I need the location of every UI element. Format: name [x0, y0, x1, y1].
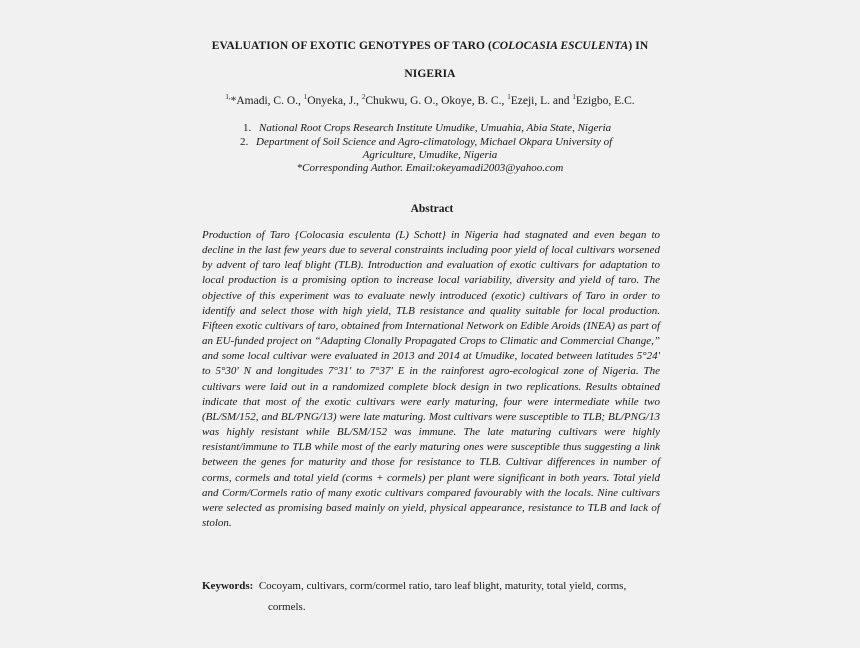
- title-suffix: ) IN: [628, 40, 649, 52]
- author-sup: 2: [361, 93, 366, 101]
- author-name: Ezigbo, E.C.: [575, 94, 635, 107]
- author-list: [0, 93, 860, 107]
- abstract-body: Production of Taro {Colocasia esculenta (L) Schott} in Nigeria had stagnated and even began to decline in the last few years due to several constraints including poor yield of local cultivars worsened by advent of taro leaf blight (TLB). Introduction and evaluation of exotic cultivars for adaptation to local production is a promising option to increase local variability, diversity and yield of taro. The objective of this experiment was to evaluate newly introduced (exotic) cultivars of Taro in order to identify and select those with high yield, TLB resistance and quality suitable for local production. Fifteen exotic cultivars of taro, obtained from International Network on Edible Aroids (INEA) as part of an EU-funded project on “Adapting Clonally Propagated Crops to Climatic and Commercial Change,” and some local cultivar were evaluated in 2013 and 2014 at Umudike, located between latitudes 5°24' to 5°30' N and longitudes 7°31' to 7°37' E in the rainforest agro-ecological zone of Nigeria. The cultivars were laid out in a randomized complete block design in two replications. Results obtained indicate that most of the exotic cultivars were early maturing, four were intermediate while two (BL/SM/152, and BL/PNG/13) were late maturing. Most cultivars were susceptible to TLB; BL/PNG/13 was highly resistant while BL/SM/152 was immune. The late maturing cultivars were highly resistant/immune to TLB while most of the early maturing ones were susceptible thus suggesting a link between the genes for maturity and those for resistance to TLB. Cultivar differences in number of corms, cormels and total yield (corms + cormels) per plant were significant in both years. Total yield and Corm/Cormels ratio of many exotic cultivars compared favourably with the locals. Nine cultivars were selected as promising based mainly on yield, physical appearance, resistance to TLB and lack of stolon.: [202, 229, 660, 529]
- author-sup: 1,: [225, 93, 231, 101]
- author-sup: 1: [507, 93, 511, 101]
- affiliation-2: [240, 136, 660, 149]
- author-name: Onyeka, J.,: [307, 94, 362, 107]
- author-name: Ezeji, L. and: [510, 94, 573, 107]
- keywords-line-2: cormels.: [268, 601, 306, 613]
- title-prefix: EVALUATION OF EXOTIC GENOTYPES OF TARO (: [211, 40, 492, 52]
- author-sup: 1: [303, 93, 308, 101]
- keywords-line-1: Cocoyam, cultivars, corm/cormel ratio, taro leaf blight, maturity, total yield, corms,: [258, 580, 627, 592]
- affiliation-text: Department of Soil Science and Agro-climatology, Michael Okpara University of: [256, 136, 613, 148]
- corresponding-author: *Corresponding Author. Email:okeyamadi2003@yahoo.com: [296, 162, 564, 174]
- author-name: Chukwu, G. O., Okoye, B. C.,: [365, 94, 508, 107]
- keywords-section: [202, 576, 672, 618]
- keywords-label: Keywords:: [202, 580, 254, 592]
- author-sup: 1: [572, 93, 576, 101]
- paper-title-line-2: NIGERIA: [404, 68, 456, 80]
- abstract-heading: Abstract: [410, 203, 454, 215]
- affiliation-2-continuation: Agriculture, Umudike, Nigeria: [362, 149, 498, 161]
- affiliation-text: National Root Crops Research Institute Umudike, Umuahia, Abia State, Nigeria: [259, 122, 612, 134]
- affiliation-number: 2.: [240, 136, 249, 148]
- affiliation-number: 1.: [243, 122, 252, 134]
- author-name: *Amadi, C. O.,: [230, 94, 304, 107]
- paper-title-line-1: [0, 40, 860, 52]
- affiliation-1: [243, 122, 611, 135]
- title-species: COLOCASIA ESCULENTA: [491, 40, 629, 52]
